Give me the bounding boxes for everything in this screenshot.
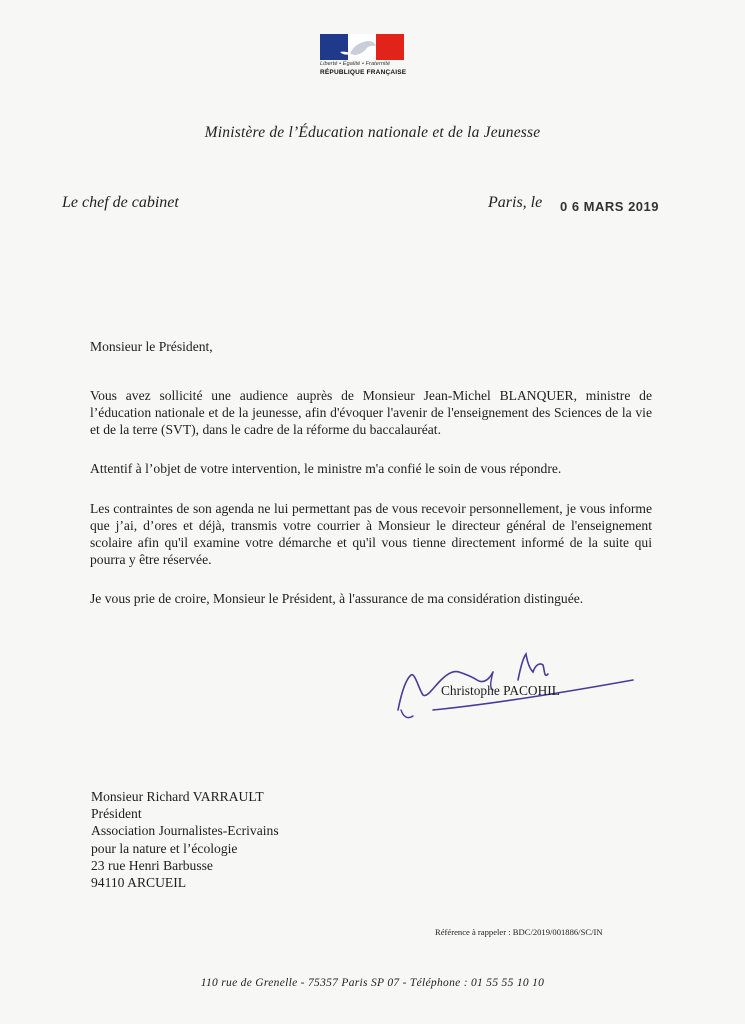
recipient-line-3: Association Journalistes-Ecrivains <box>91 823 279 839</box>
marianne-logo <box>320 34 408 76</box>
paragraph-2: Attentif à l’objet de votre intervention, le ministre m'a confié le soin de vous répondre. <box>90 461 562 476</box>
paragraph-3: Les contraintes de son agenda ne lui permettant pas de vous recevoir personnellement, je vous informe que j’ai, d’ores et déjà, transmis votre courrier à Monsieur le directeur général de l'enseignement scolaire afin qu'il examine votre démarche et qu'il vous tienne directement informé de la suite qui pourra y être réservée. <box>90 501 652 567</box>
marianne-flag-icon <box>320 34 404 60</box>
recipient-line-4: pour la nature et l’écologie <box>91 840 238 856</box>
ministry-title: Ministère de l’Éducation nationale et de la Jeunesse <box>204 124 541 141</box>
salutation: Monsieur le Président, <box>90 339 213 354</box>
paragraph-1: Vous avez sollicité une audience auprès de Monsieur Jean-Michel BLANQUER, ministre de l’éducation nationale et de la jeunesse, afin d'évoquer l'avenir de l'enseignement des Sciences de la vie et de la terre (SVT), dans le cadre de la réforme du baccalauréat. <box>90 388 652 437</box>
date-stamp: 0 6 MARS 2019 <box>560 199 659 214</box>
paragraph-4: Je vous prie de croire, Monsieur le Président, à l'assurance de ma considération distinguée. <box>90 591 584 606</box>
recipient-line-1: Monsieur Richard VARRAULT <box>91 789 264 804</box>
recipient-line-2: Président <box>91 806 142 822</box>
recipient-address <box>91 788 279 891</box>
reference-number: Référence à rappeler : BDC/2019/001886/SC/IN <box>435 927 603 937</box>
recipient-line-6: 94110 ARCUEIL <box>91 875 187 891</box>
footer-address: 110 rue de Grenelle - 75357 Paris SP 07 - Téléphone : 01 55 55 10 10 <box>200 977 545 989</box>
signer-name: Christophe PACOHIL <box>441 683 560 698</box>
logo-motto: Liberté • Égalité • Fraternité <box>320 61 391 67</box>
logo-republic: RÉPUBLIQUE FRANÇAISE <box>320 69 407 76</box>
sender-title: Le chef de cabinet <box>62 194 179 211</box>
recipient-line-5: 23 rue Henri Barbusse <box>91 857 213 873</box>
date-place: Paris, le <box>488 194 543 211</box>
